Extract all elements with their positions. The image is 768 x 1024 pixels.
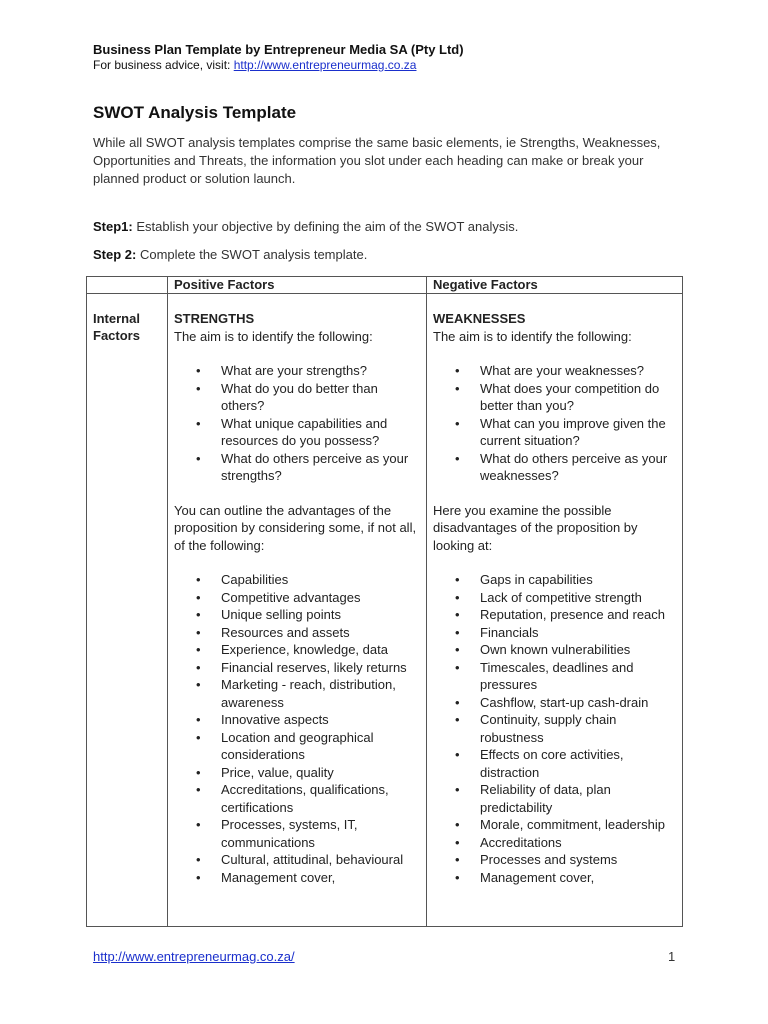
page-title: SWOT Analysis Template (93, 103, 297, 122)
header-negative: Negative Factors (427, 277, 683, 294)
step-1-label: Step1: (93, 219, 133, 234)
list-item: • Accreditations (433, 834, 676, 852)
list-item: • Management cover, (433, 869, 676, 887)
internal-factors-row (87, 294, 683, 927)
step-1 (93, 219, 518, 234)
list-item: • Resources and assets (174, 624, 420, 642)
intro-paragraph: While all SWOT analysis templates comprise the same basic elements, ie Strengths, Weaknesses, Opportunities and Threats, the information you slot under each heading can make or break your planned product or solution launch. (93, 135, 661, 186)
list-item: • Innovative aspects (174, 711, 420, 729)
document-header (93, 42, 464, 73)
step-2-label: Step 2: (93, 247, 137, 262)
swot-header-row (87, 277, 683, 294)
weaknesses-items (433, 571, 676, 886)
step-1-text: Establish your objective by defining the aim of the SWOT analysis. (132, 219, 519, 234)
strengths-outline: You can outline the advantages of the proposition by considering some, if not all, of the following: (174, 502, 417, 553)
weaknesses-questions (433, 362, 676, 485)
swot-table (86, 276, 683, 927)
list-item: • What are your strengths? (174, 362, 420, 380)
weaknesses-outline: Here you examine the possible disadvantages of the proposition by looking at: (433, 502, 638, 553)
list-item: • Experience, knowledge, data (174, 641, 420, 659)
list-item: • Management cover, (174, 869, 420, 887)
list-item: • Continuity, supply chain robustness (433, 711, 676, 746)
page-number: 1 (668, 949, 676, 964)
strengths-items (174, 571, 420, 886)
weaknesses-heading: WEAKNESSES (433, 311, 526, 326)
strengths-questions (174, 362, 420, 485)
weaknesses-aim: The aim is to identify the following: (433, 328, 632, 344)
list-item: • What can you improve given the current situation? (433, 415, 676, 450)
advice-prefix: For business advice, visit: (93, 58, 234, 72)
list-item: • What unique capabilities and resources do you possess? (174, 415, 420, 450)
header-positive: Positive Factors (168, 277, 427, 294)
list-item: • Cashflow, start-up cash-drain (433, 694, 676, 712)
list-item: • Timescales, deadlines and pressures (433, 659, 676, 694)
list-item: • Reliability of data, plan predictability (433, 781, 676, 816)
list-item: • Processes, systems, IT, communications (174, 816, 420, 851)
list-item: • Reputation, presence and reach (433, 606, 676, 624)
step-2-text: Complete the SWOT analysis template. (136, 247, 368, 262)
strengths-heading: STRENGTHS (174, 311, 255, 326)
list-item: • What do others perceive as your strengths? (174, 450, 420, 485)
weaknesses-cell (427, 294, 683, 927)
list-item: • Financials (433, 624, 676, 642)
list-item: • Capabilities (174, 571, 420, 589)
footer-link[interactable]: http://www.entrepreneurmag.co.za/ (93, 949, 295, 964)
step-2 (93, 247, 367, 262)
list-item: • Cultural, attitudinal, behavioural (174, 851, 420, 869)
list-item: • Processes and systems (433, 851, 676, 869)
advice-link[interactable]: http://www.entrepreneurmag.co.za (233, 58, 417, 72)
list-item: • Lack of competitive strength (433, 589, 676, 607)
list-item: • Unique selling points (174, 606, 420, 624)
list-item: • Marketing - reach, distribution, awareness (174, 676, 420, 711)
list-item: • Accreditations, qualifications, certifications (174, 781, 420, 816)
list-item: • Effects on core activities, distraction (433, 746, 676, 781)
list-item: • Morale, commitment, leadership (433, 816, 676, 834)
company-title: Business Plan Template by Entrepreneur Media SA (Pty Ltd) (93, 42, 464, 57)
row-label-internal: Internal Factors (87, 294, 168, 927)
list-item: • Price, value, quality (174, 764, 420, 782)
list-item: • What do you do better than others? (174, 380, 420, 415)
strengths-aim: The aim is to identify the following: (174, 328, 373, 344)
list-item: • Own known vulnerabilities (433, 641, 676, 659)
list-item: • Gaps in capabilities (433, 571, 676, 589)
list-item: • Location and geographical considerations (174, 729, 420, 764)
advice-line (93, 58, 464, 73)
list-item: • What do others perceive as your weaknesses? (433, 450, 676, 485)
list-item: • What are your weaknesses? (433, 362, 676, 380)
list-item: • Financial reserves, likely returns (174, 659, 420, 677)
list-item: • Competitive advantages (174, 589, 420, 607)
strengths-cell (168, 294, 427, 927)
list-item: • What does your competition do better than you? (433, 380, 676, 415)
header-empty-cell (87, 277, 168, 294)
